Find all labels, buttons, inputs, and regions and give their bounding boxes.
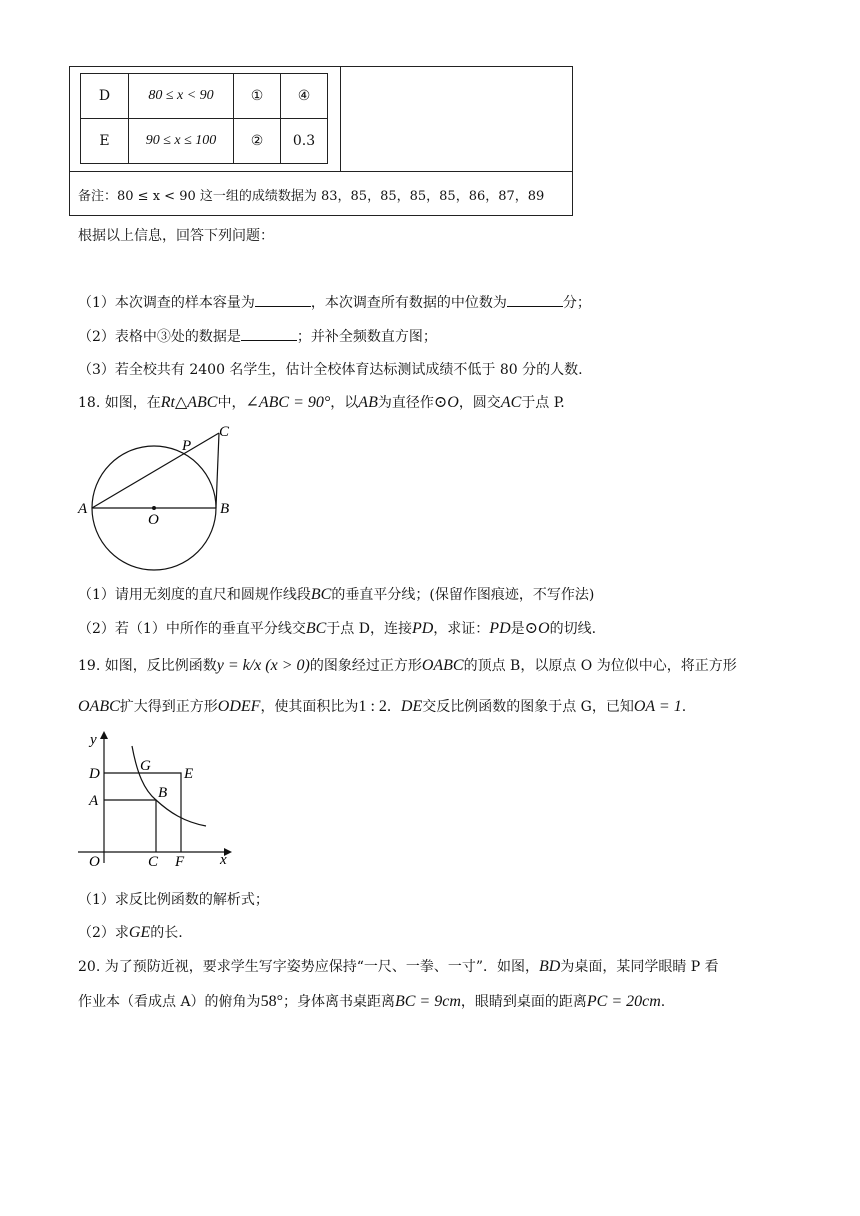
freq-cell: ① — [234, 74, 281, 119]
text: 交反比例函数的图象于点 G，已知 — [422, 699, 634, 715]
math: BC — [310, 586, 332, 603]
text: . — [660, 994, 666, 1010]
answer-blank — [255, 292, 311, 307]
text: ；身体离书桌距离 — [282, 994, 395, 1010]
label-c: C — [148, 854, 159, 870]
q18-stem — [78, 393, 565, 413]
math: PD — [489, 620, 511, 637]
math: BC — [305, 620, 327, 637]
q19-part1: （1）求反比例函数的解析式； — [78, 892, 269, 908]
freq-cell: ② — [234, 119, 281, 164]
label-c: C — [219, 424, 230, 440]
math: ∠ABC = 90° — [245, 394, 331, 411]
label-b: B — [220, 501, 230, 517]
text: 于点 D，连接 — [326, 621, 412, 637]
label-o: O — [148, 512, 159, 528]
math: PC = 20cm — [586, 993, 661, 1010]
label-f: F — [175, 854, 185, 870]
q20-line2 — [78, 992, 665, 1012]
text: ，本次调查所有数据的中位数为 — [310, 295, 507, 311]
math: ⊙O — [524, 620, 550, 637]
text: 分； — [562, 295, 591, 311]
q17-part3: （3）若全校共有 2400 名学生，估计全校体育达标测试成绩不低于 80 分的人数. — [78, 362, 583, 378]
label-a: A — [78, 501, 88, 517]
text: 20. 为了预防近视，要求学生写字姿势应保持“一尺、一拳、一寸”．如图， — [78, 959, 540, 975]
math: 1 : 2 — [358, 698, 387, 715]
text: ，圆交 — [458, 395, 501, 411]
text: 扩大得到正方形 — [119, 699, 218, 715]
label-p: P — [182, 438, 192, 454]
center-point — [152, 506, 156, 510]
text: ，使其面积比为 — [260, 699, 359, 715]
q19-line1 — [78, 656, 737, 676]
table-divider-vertical — [340, 67, 341, 171]
text: 作业本（看成点 A）的俯角为 — [78, 994, 261, 1010]
label-x: x — [220, 852, 227, 868]
math: OA = 1 — [633, 698, 682, 715]
q18-figure — [74, 420, 244, 575]
text: 的图象经过正方形 — [309, 658, 422, 674]
math: AC — [500, 394, 522, 411]
text: ． — [386, 699, 401, 715]
rate-cell: ④ — [281, 74, 328, 119]
frequency-table — [80, 73, 328, 164]
math: Rt△ABC — [160, 394, 218, 411]
q19-line2 — [78, 697, 686, 717]
text: （2）表格中③处的数据是 — [78, 329, 241, 345]
text: （1）本次调查的样本容量为 — [78, 295, 255, 311]
square-odef — [104, 773, 181, 852]
math: OABC — [78, 698, 120, 715]
text: 于点 P. — [521, 395, 565, 411]
math: ⊙O — [433, 394, 459, 411]
group-cell: E — [81, 119, 129, 164]
table-note: 备注：80 ≤ x < 90 这一组的成绩数据为 83，85，85，85，85，86，87，89 — [78, 189, 545, 204]
q20-line1 — [78, 957, 719, 977]
math: GE — [128, 924, 151, 941]
text: . — [681, 699, 687, 715]
label-g: G — [140, 758, 151, 774]
range-cell: 80 ≤ x < 90 — [129, 74, 234, 119]
text: ，眼睛到桌面的距离 — [460, 994, 587, 1010]
text: 中， — [217, 395, 246, 411]
text: 的垂直平分线；(保留作图痕迹，不写作法) — [331, 587, 595, 603]
q17-part1 — [78, 292, 591, 313]
math: AB — [358, 394, 378, 411]
text: 是 — [510, 621, 525, 637]
q19-part2 — [78, 923, 183, 943]
table-row — [81, 74, 328, 119]
math: OABC — [421, 657, 464, 674]
text: 的切线. — [549, 621, 597, 637]
text: 的长. — [150, 925, 183, 941]
segment-bc — [216, 433, 219, 508]
label-d: D — [89, 766, 100, 782]
math: PD — [411, 620, 434, 637]
text: 19. 如图，反比例函数 — [78, 658, 217, 674]
rate-cell: 0.3 — [281, 119, 328, 164]
label-b: B — [158, 785, 168, 801]
math: ODEF — [217, 698, 261, 715]
text: ，以 — [330, 395, 359, 411]
math: DE — [400, 698, 423, 715]
text: 18. 如图，在 — [78, 395, 161, 411]
text: （2）若（1）中所作的垂直平分线交 — [78, 621, 306, 637]
answer-blank — [507, 292, 563, 307]
y-axis-arrow-icon — [100, 731, 108, 739]
q17-part2 — [78, 326, 437, 347]
label-e: E — [184, 766, 194, 782]
text: 的顶点 B，以原点 O 为位似中心，将正方形 — [463, 658, 737, 674]
intro-text: 根据以上信息，回答下列问题： — [78, 228, 274, 244]
label-y: y — [90, 732, 97, 748]
table-divider-horizontal — [70, 171, 572, 172]
text: 为直径作 — [377, 395, 434, 411]
table-row — [81, 119, 328, 164]
segment-ac — [92, 433, 219, 508]
text: （2）求 — [78, 925, 129, 941]
text: ，求证： — [433, 621, 490, 637]
text: （1）请用无刻度的直尺和圆规作线段 — [78, 587, 311, 603]
frequency-table-frame — [69, 66, 573, 216]
q18-part2 — [78, 619, 596, 639]
label-o: O — [89, 854, 100, 870]
range-cell: 90 ≤ x ≤ 100 — [129, 119, 234, 164]
label-a: A — [89, 793, 99, 809]
math: BC = 9cm — [394, 993, 461, 1010]
square-oabc — [104, 800, 156, 852]
q18-part1 — [78, 585, 594, 605]
function-formula: y = k/x (x > 0) — [216, 657, 310, 674]
q19-figure — [74, 728, 244, 873]
text: 为桌面，某同学眼睛 P 看 — [560, 959, 719, 975]
text: ；并补全频数直方图； — [296, 329, 437, 345]
math: 58° — [260, 993, 283, 1010]
group-cell: D — [81, 74, 129, 119]
math: BD — [539, 958, 561, 975]
answer-blank — [241, 326, 297, 341]
